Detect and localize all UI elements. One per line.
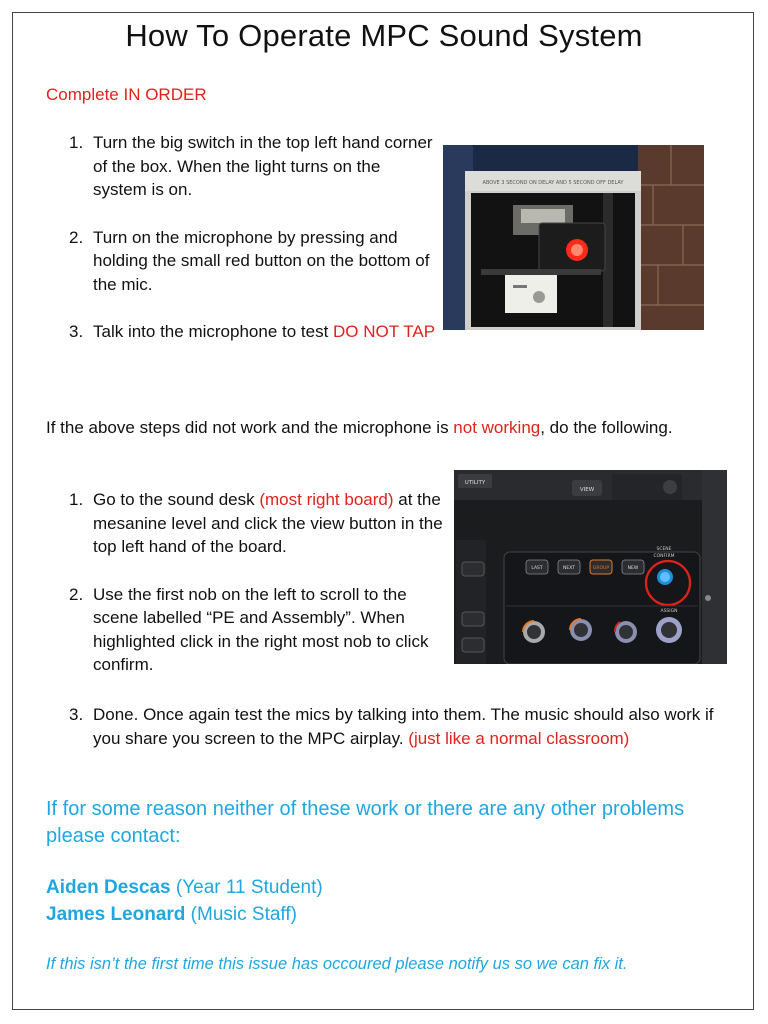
highlight-text: (just like a normal classroom)	[408, 728, 630, 748]
order-note: Complete IN ORDER	[46, 85, 207, 104]
list-item	[47, 320, 437, 344]
contact-name: James Leonard	[46, 904, 186, 925]
contact-person	[46, 904, 297, 926]
step-text: Use the first nob on the left to scroll to the scene labelled “PE and Assembly”. When highlighted click in the right most nob to click confirm.	[93, 584, 429, 674]
contact-name: Aiden Descas	[46, 877, 171, 898]
confirm-label: CONFIRM	[653, 554, 675, 559]
highlight-text: not working	[453, 418, 541, 437]
step-text: Done. Once again test the mics by talking into them. The music should also work if you share you screen to the MPC airplay.	[93, 705, 714, 748]
final-steps-list	[47, 703, 737, 774]
warning-text: DO NOT TAP	[333, 322, 436, 341]
step-text: Turn on the microphone by pressing and holding the small red button on the bottom of the mic.	[93, 227, 430, 294]
step-number: 3.	[69, 322, 84, 341]
list-item	[47, 703, 737, 750]
step-number: 1.	[69, 490, 84, 509]
footer-note: If this isn’t the first time this issue has occoured please notify us so we can fix it.	[46, 955, 628, 973]
step-text: Talk into the microphone to test	[93, 322, 334, 341]
assign-label: ASSIGN	[660, 609, 678, 614]
list-item	[47, 131, 437, 202]
utility-label: UTILITY	[464, 480, 486, 486]
fallback-paragraph	[46, 416, 726, 440]
sound-desk-photo	[454, 470, 727, 664]
page-title: How To Operate MPC Sound System	[125, 18, 643, 53]
list-item	[47, 583, 447, 677]
contact-role: (Year 11 Student)	[170, 877, 323, 898]
step-text: Go to the sound desk	[93, 490, 260, 509]
view-label: VIEW	[579, 487, 595, 493]
paragraph-text: , do the following.	[540, 418, 673, 437]
sound-desk-steps-list	[47, 488, 447, 701]
last-label: LAST	[531, 566, 543, 571]
contact-prompt: If for some reason neither of these work or there are any other problems please contact:	[46, 798, 685, 847]
step-text: at the mesanine level and click the view button in the top left hand of the board.	[93, 490, 443, 556]
step-number: 1.	[69, 133, 84, 152]
list-item	[47, 226, 437, 297]
setup-steps-list	[47, 131, 437, 368]
next-label: NEXT	[563, 566, 575, 571]
switch-box-photo	[443, 145, 704, 330]
scene-label: SCENE	[656, 547, 672, 552]
group-label: GROUP	[592, 566, 610, 571]
contact-person	[46, 877, 323, 899]
list-item	[47, 488, 447, 559]
new-label: NEW	[627, 566, 639, 571]
panel-label: ABOVE 3 SECOND ON DELAY AND 5 SECOND OFF DELAY	[482, 180, 624, 186]
step-number: 2.	[69, 584, 84, 604]
step-number: 3.	[69, 705, 84, 724]
step-number: 2.	[69, 227, 84, 247]
step-text: Turn the big switch in the top left hand corner of the box. When the light turns on the system is on.	[93, 133, 433, 199]
contact-role: (Music Staff)	[185, 904, 297, 925]
paragraph-text: If the above steps did not work and the microphone is	[46, 418, 454, 437]
highlight-text: (most right board)	[259, 490, 394, 509]
